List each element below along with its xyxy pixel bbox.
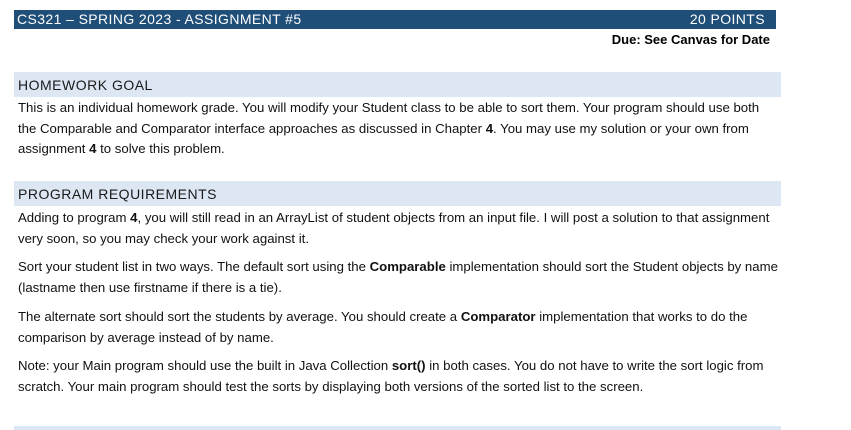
bold-text-run: 4 [89,141,97,156]
section-heading-homework-goal [14,72,781,97]
text-run: The alternate sort should sort the students by average. You should create a [18,309,461,324]
bold-text-run: Comparator [460,309,536,324]
requirements-paragraph-3 [18,307,778,348]
section-heading-label: PROGRAM REQUIREMENTS [18,186,218,202]
text-run: Note: your Main program should use the built in Java Collection [18,358,392,373]
bold-text-run: sort() [391,358,426,373]
title-bar [14,10,776,29]
text-run: implementation that works to do the comparison by average instead of by name. [18,309,748,345]
text-run: implementation should sort the Student objects by name (lastname then use firstname if there is a tie). [18,259,778,295]
text-run: , you will still read in an ArrayList of student objects from an input file. I will post a solution to that assignment very soon, so you may check your work against it. [18,210,770,246]
section-heading-program-requirements [14,181,781,206]
text-run: Sort your student list in two ways. The default sort using the [18,259,370,274]
course-title: CS321 – SPRING 2023 - ASSIGNMENT #5 [17,11,302,27]
bold-text-run: 4 [485,120,494,136]
points-label: 20 POINTS [689,11,765,27]
section-heading-label: HOMEWORK GOAL [18,77,153,93]
bold-text-run: Comparable [369,259,446,274]
bold-text-run: 4 [130,210,138,225]
text-run: to solve this problem. [96,141,225,156]
text-run: Adding to program [18,210,131,225]
requirements-paragraph-4 [18,356,778,397]
next-section-band [14,426,781,430]
text-run: . You may use my solution or your own from assignment [18,120,749,156]
requirements-paragraph-1 [18,208,778,249]
text-run: This is an individual homework grade. You will modify your Student class to be able to sort them. Your program should use both the Comparable and Comparator interface approaches as discussed in Chapter [18,100,760,136]
requirements-paragraph-2 [18,257,778,298]
due-date: Due: See Canvas for Date [611,32,770,47]
goal-paragraph [18,98,778,160]
text-run: in both cases. You do not have to write the sort logic from scratch. Your main program should test the sorts by displaying both versions of the sorted list to the screen. [18,358,764,394]
